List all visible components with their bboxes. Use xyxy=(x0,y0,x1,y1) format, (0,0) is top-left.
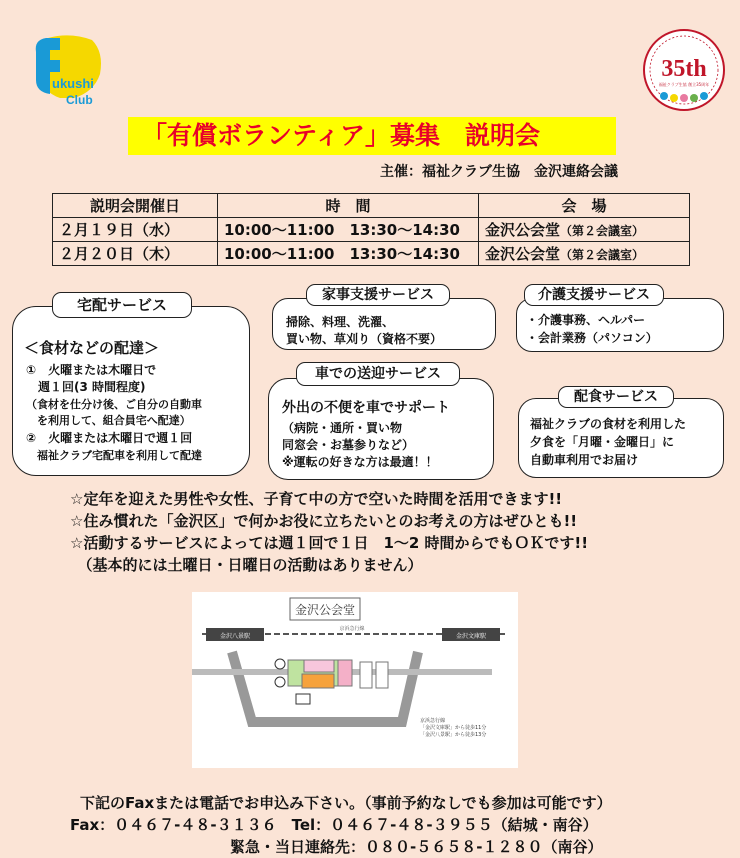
meal-service-tag: 配食サービス xyxy=(558,386,674,408)
meal-line: 自動車利用でお届け xyxy=(530,453,639,467)
delivery-line: （食材を仕分け後、ご自分の自動車 xyxy=(26,398,202,411)
logo-text-bottom: Club xyxy=(66,93,93,107)
bullet-line: ☆定年を迎えた男性や女性、子育て中の方で空いた時間を活用できます!! xyxy=(70,490,563,508)
transport-line: ※運転の好きな方は最適！！ xyxy=(282,455,438,469)
header-date: 説明会開催日 xyxy=(53,194,218,218)
row-date: ２月１９日（水） xyxy=(53,218,218,242)
map-access-1: 「金沢文庫駅」から徒歩11分 xyxy=(420,725,487,731)
delivery-service-tag: 宅配サービス xyxy=(52,292,192,318)
venue-name: 金沢公会堂 xyxy=(485,245,561,263)
table-row xyxy=(53,242,690,266)
access-map xyxy=(192,592,518,768)
venue-room: （第２会議室） xyxy=(560,248,645,262)
map-label: 金沢公会堂 xyxy=(294,603,356,617)
venue-name: 金沢公会堂 xyxy=(485,221,561,239)
appeal-bullets xyxy=(70,488,588,576)
anniversary-tiny-text: 福祉クラブ生協 創立35周年 xyxy=(658,82,710,87)
delivery-line: を利用して、組合員宅へ配達） xyxy=(26,414,191,427)
footer-line-1: 下記のFaxまたは電話でお申込み下さい。（事前予約なしでも参加は可能です） xyxy=(80,794,612,812)
housework-line: 買い物、草刈り（資格不要） xyxy=(286,332,443,346)
anniversary-35th-logo xyxy=(642,28,726,112)
anniversary-number: 35th xyxy=(661,56,707,82)
map-railway: 京浜急行線 xyxy=(339,626,365,632)
row-venue xyxy=(479,242,690,266)
delivery-line: ＜食材などの配達＞ xyxy=(24,339,160,357)
logo-initial: F xyxy=(38,71,47,87)
footer-line-2: Fax：０４６７-４８-３１３６ Tel：０４６７-４８-３９５５（結城・南谷） xyxy=(70,816,598,834)
housework-service-tag: 家事支援サービス xyxy=(306,284,450,306)
transport-line: 同窓会・お墓参りなど） xyxy=(282,438,415,452)
meal-line: 夕食を「月曜・金曜日」に xyxy=(530,435,675,449)
row-time: 10:00～11:00 13:30～14:30 xyxy=(218,218,479,242)
care-service-tag: 介護支援サービス xyxy=(524,284,664,306)
table-header-row xyxy=(53,194,690,218)
venue-room: （第２会議室） xyxy=(560,224,645,238)
header-venue: 会 場 xyxy=(479,194,690,218)
row-venue xyxy=(479,218,690,242)
map-access-title: 京浜急行線 xyxy=(420,718,446,724)
delivery-line: ① 火曜または木曜日で xyxy=(26,363,157,377)
delivery-line: 週１回(3 時間程度) xyxy=(26,380,146,394)
table-row xyxy=(53,218,690,242)
schedule-table xyxy=(52,193,690,266)
row-date: ２月２０日（木） xyxy=(53,242,218,266)
bullet-line: ☆活動するサービスによっては週１回で１日 1～2 時間からでもＯＫです!! xyxy=(70,534,589,552)
organizer: 主催：福祉クラブ生協 金沢連絡会議 xyxy=(380,164,618,180)
transport-line: （病院・通所・買い物 xyxy=(282,421,403,435)
care-line: ・会計業務（パソコン） xyxy=(526,331,658,345)
contact-footer xyxy=(0,792,740,858)
care-line: ・介護事務、ヘルパー xyxy=(526,313,646,327)
page-title: 「有償ボランティア」募集 説明会 xyxy=(128,117,616,155)
bullet-line: （基本的には土曜日・日曜日の活動はありません） xyxy=(70,556,423,574)
logo-text-top: ukushi xyxy=(52,76,94,91)
row-time: 10:00～11:00 13:30～14:30 xyxy=(218,242,479,266)
footer-line-3: 緊急・当日連絡先：０８０-５６５８-１２８０（南谷） xyxy=(230,838,603,856)
delivery-line: ② 火曜または木曜日で週１回 xyxy=(26,431,193,445)
transport-line: 外出の不便を車でサポート xyxy=(282,400,450,416)
fukushi-club-logo xyxy=(30,32,110,110)
map-access-2: 「金沢八景駅」から徒歩13分 xyxy=(420,732,487,738)
map-station-left: 金沢八景駅 xyxy=(219,633,251,640)
transport-service-tag: 車での送迎サービス xyxy=(296,362,460,386)
housework-line: 掃除、料理、洗濯、 xyxy=(286,315,395,329)
map-station-right: 金沢文庫駅 xyxy=(455,633,487,640)
header-time: 時 間 xyxy=(218,194,479,218)
meal-line: 福祉クラブの食材を利用した xyxy=(530,417,687,431)
delivery-line: 福祉クラブ宅配車を利用して配達 xyxy=(26,449,202,462)
bullet-line: ☆住み慣れた「金沢区」で何かお役に立ちたいとのお考えの方はぜひとも!! xyxy=(70,512,578,530)
